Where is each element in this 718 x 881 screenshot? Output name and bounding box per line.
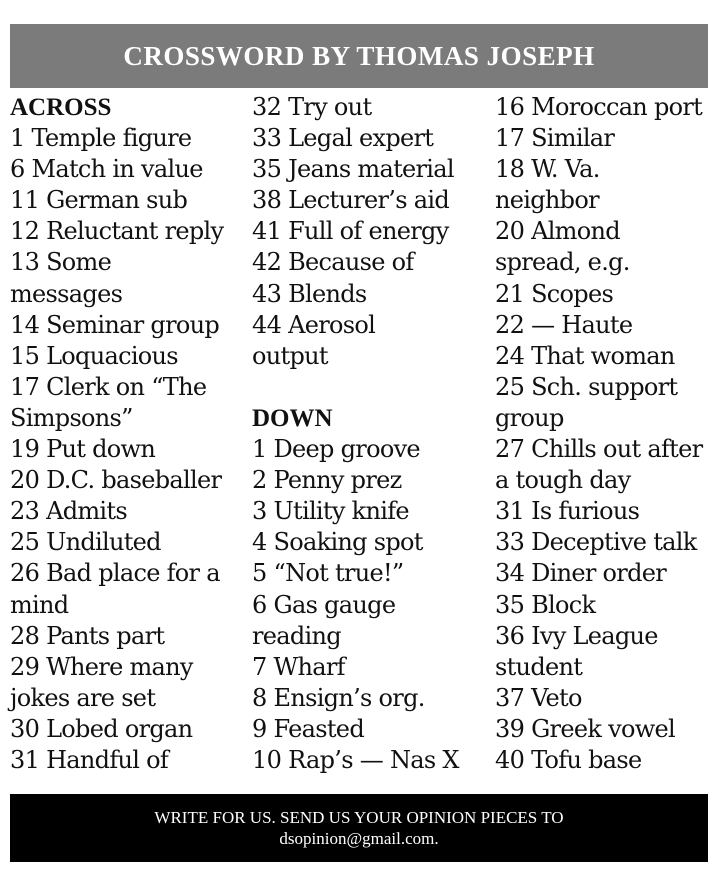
clue-column-3	[495, 92, 711, 776]
across-clue: 13 Some messages	[10, 248, 123, 308]
down-clue: 8 Ensign’s org.	[252, 683, 425, 712]
down-clue: 24 That woman	[495, 341, 675, 370]
down-clue: 33 Deceptive talk	[495, 528, 697, 557]
down-heading: DOWN	[252, 404, 333, 432]
across-clue: 23 Admits	[10, 497, 127, 526]
down-clue: 36 Ivy League student	[495, 621, 658, 681]
across-clue: 1 Temple figure	[10, 124, 192, 153]
page-title: CROSSWORD BY THOMAS JOSEPH	[123, 40, 595, 71]
down-clue: 1 Deep groove	[252, 435, 420, 464]
footer-email: dsopinion@gmail.com.	[279, 829, 439, 848]
down-clue: 27 Chills out after a tough day	[495, 435, 703, 495]
clue-column-2	[252, 92, 488, 776]
crossword-title-bar	[10, 24, 708, 88]
across-heading: ACROSS	[10, 94, 112, 121]
down-clue: 16 Moroccan port	[495, 93, 703, 121]
across-clue: 32 Try out	[252, 93, 372, 121]
across-clue: 28 Pants part	[10, 621, 165, 650]
across-clue: 20 D.C. baseballer	[10, 466, 222, 495]
down-clue: 40 Tofu base	[495, 745, 642, 774]
down-clue: 21 Scopes	[495, 279, 614, 308]
down-clue: 5 “Not true!”	[252, 559, 404, 588]
down-clue: 20 Almond spread, e.g.	[495, 217, 630, 277]
down-clue: 3 Utility knife	[252, 497, 409, 526]
across-clue: 15 Loquacious	[10, 341, 178, 370]
across-clue: 31 Handful of	[10, 745, 169, 774]
across-clue: 42 Because of	[252, 248, 414, 277]
across-clue: 43 Blends	[252, 279, 367, 308]
across-clue: 19 Put down	[10, 435, 156, 464]
across-clue: 30 Lobed organ	[10, 714, 193, 743]
across-clue: 41 Full of energy	[252, 217, 449, 246]
down-clue: 34 Diner order	[495, 559, 667, 588]
across-clue: 29 Where many jokes are set	[10, 652, 193, 712]
down-clue: 6 Gas gauge reading	[252, 590, 396, 650]
down-clue: 9 Feasted	[252, 714, 364, 743]
down-clue: 25 Sch. support group	[495, 372, 678, 432]
across-clue: 12 Reluctant reply	[10, 217, 224, 246]
down-clue: 10 Rap’s — Nas X	[252, 745, 459, 774]
down-clue: 17 Similar	[495, 124, 615, 153]
clue-columns	[10, 92, 710, 780]
footer-line-1: WRITE FOR US. SEND US YOUR OPINION PIECES TO	[154, 808, 564, 827]
across-clue: 6 Match in value	[10, 155, 203, 184]
across-clue: 38 Lecturer’s aid	[252, 186, 450, 215]
down-clue: 39 Greek vowel	[495, 714, 676, 743]
across-clue: 11 German sub	[10, 186, 188, 215]
section-spacer	[252, 372, 488, 403]
down-clue: 4 Soaking spot	[252, 528, 423, 557]
across-clue: 44 Aerosol output	[252, 310, 376, 370]
down-clue: 22 — Haute	[495, 310, 633, 339]
down-clue: 37 Veto	[495, 683, 582, 712]
across-clue: 25 Undiluted	[10, 528, 161, 557]
down-clue: 35 Block	[495, 590, 596, 619]
across-clue: 26 Bad place for a mind	[10, 559, 220, 619]
down-clue: 7 Wharf	[252, 652, 345, 681]
clue-column-1	[10, 92, 246, 776]
across-clue: 14 Seminar group	[10, 310, 220, 339]
across-clue: 35 Jeans material	[252, 155, 454, 184]
footer-banner	[10, 794, 708, 862]
across-clue: 33 Legal expert	[252, 124, 434, 153]
down-clue: 31 Is furious	[495, 497, 640, 526]
down-clue: 2 Penny prez	[252, 466, 402, 495]
down-clue: 18 W. Va. neighbor	[495, 155, 600, 215]
across-clue: 17 Clerk on “The Simpsons”	[10, 372, 207, 432]
